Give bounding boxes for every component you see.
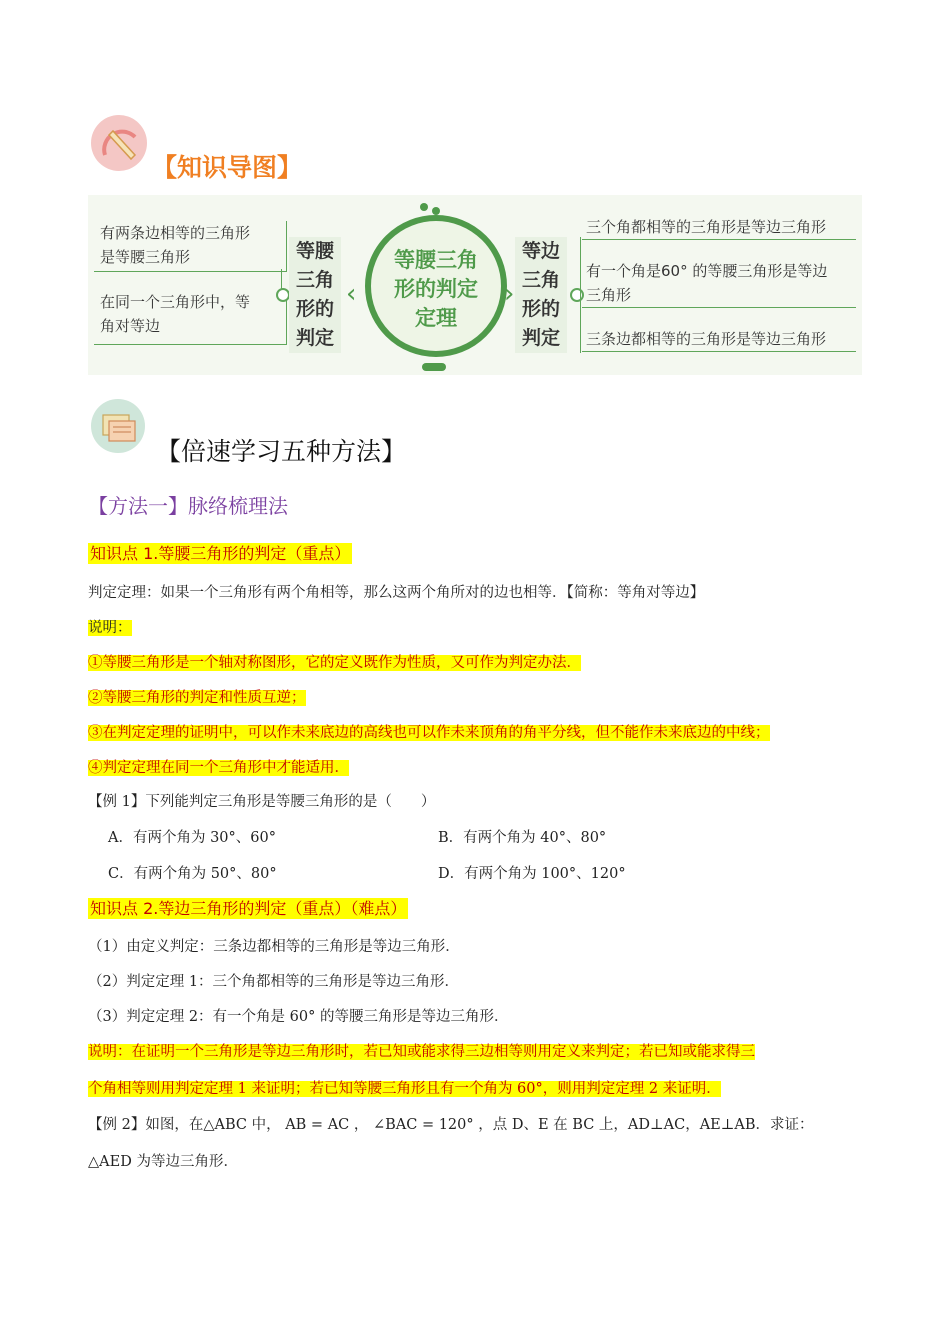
method-1-heading: 【方法一】脉络梳理法 [88, 494, 288, 518]
kp2-title: 知识点 2.等边三角形的判定（重点）（难点） [90, 899, 407, 918]
kp2-note-line1-wrap [88, 1040, 755, 1061]
right-item-1: 三个角都相等的三角形是等边三角形 [582, 215, 856, 240]
example2-line2: △AED 为等边三角形． [88, 1154, 238, 1170]
example1-option-c: C．有两个角为 50°、80° [108, 866, 277, 882]
ruler-icon [91, 115, 147, 171]
left-item-1: 有两条边相等的三角形 是等腰三角形 [94, 221, 287, 272]
right-item-3: 三条边都相等的三角形是等边三角形 [582, 327, 856, 352]
left-dot [276, 288, 290, 302]
kp1-note-3: ③在判定定理的证明中，可以作未来底边的高线也可以作未来顶角的角平分线，但不能作未来底边的中线； [88, 725, 770, 741]
example1-option-b: B．有两个角为 40°、80° [438, 830, 607, 846]
kp1-note-label: 说明： [88, 620, 132, 636]
example1-option-a: A．有两个角为 30°、60° [108, 830, 276, 846]
right-item-2: 有一个角是60° 的等腰三角形是等边 三角形 [582, 259, 856, 308]
antenna-right [432, 207, 440, 215]
kp1-note-2-wrap [88, 686, 306, 707]
kp1-note-4-wrap [88, 756, 349, 777]
left-chevron: ‹ [346, 279, 357, 309]
kp2-item-1: （1）由定义判定：三条边都相等的三角形是等边三角形． [88, 939, 460, 955]
methods-title: 【倍速学习五种方法】 [156, 437, 407, 466]
kp1-note-label-wrap [88, 616, 132, 637]
kp1-note-3-wrap [88, 721, 770, 742]
antenna-left [420, 203, 428, 211]
kp1-note-1-wrap [88, 651, 581, 672]
knowledge-map-title: 【知识导图】 [152, 153, 303, 182]
kp2-title-wrap [88, 896, 408, 919]
right-connector [580, 237, 581, 353]
mind-map [88, 195, 862, 375]
kp2-item-3: （3）判定定理 2：有一个角是 60° 的等腰三角形是等边三角形． [88, 1009, 509, 1025]
left-item-2: 在同一个三角形中，等 角对等边 [94, 290, 287, 345]
example1-stem: 【例 1】下列能判定三角形是等腰三角形的是（ ） [88, 794, 436, 810]
center-feet [422, 363, 446, 371]
kp2-note-line2: 个角相等则用判定定理 1 来证明；若已知等腰三角形且有一个角为 60°，则用判定定理 2 来证明． [88, 1081, 721, 1097]
kp1-note-4: ④判定定理在同一个三角形中才能适用． [88, 760, 349, 776]
right-label: 等边 三角 形的 判定 [515, 237, 567, 353]
example1-option-d: D．有两个角为 100°、120° [438, 866, 626, 882]
kp2-note-line1: 说明：在证明一个三角形是等边三角形时，若已知或能求得三边相等则用定义来判定；若已知或能求得三 [88, 1044, 755, 1060]
center-circle: 等腰三角 形的判定 定理 [365, 215, 507, 357]
example2-line1: 【例 2】如图，在△ABC 中， AB = AC ， ∠BAC = 120° ，点 D、E 在 BC 上，AD⊥AC，AE⊥AB．求证： [88, 1117, 814, 1133]
kp1-title-wrap [88, 541, 352, 564]
left-label: 等腰 三角 形的 判定 [289, 237, 341, 353]
kp1-title: 知识点 1.等腰三角形的判定（重点） [90, 544, 351, 563]
kp1-theorem: 判定定理：如果一个三角形有两个角相等，那么这两个角所对的边也相等．【简称：等角对等边】 [88, 585, 705, 601]
kp1-note-1: ①等腰三角形是一个轴对称图形，它的定义既作为性质，又可作为判定办法． [88, 655, 581, 671]
kp2-item-2: （2）判定定理 1：三个角都相等的三角形是等边三角形． [88, 974, 460, 990]
folder-icon [91, 399, 145, 453]
kp2-note-line2-wrap [88, 1077, 721, 1098]
right-chevron: › [504, 279, 515, 309]
kp1-note-2: ②等腰三角形的判定和性质互逆； [88, 690, 306, 706]
